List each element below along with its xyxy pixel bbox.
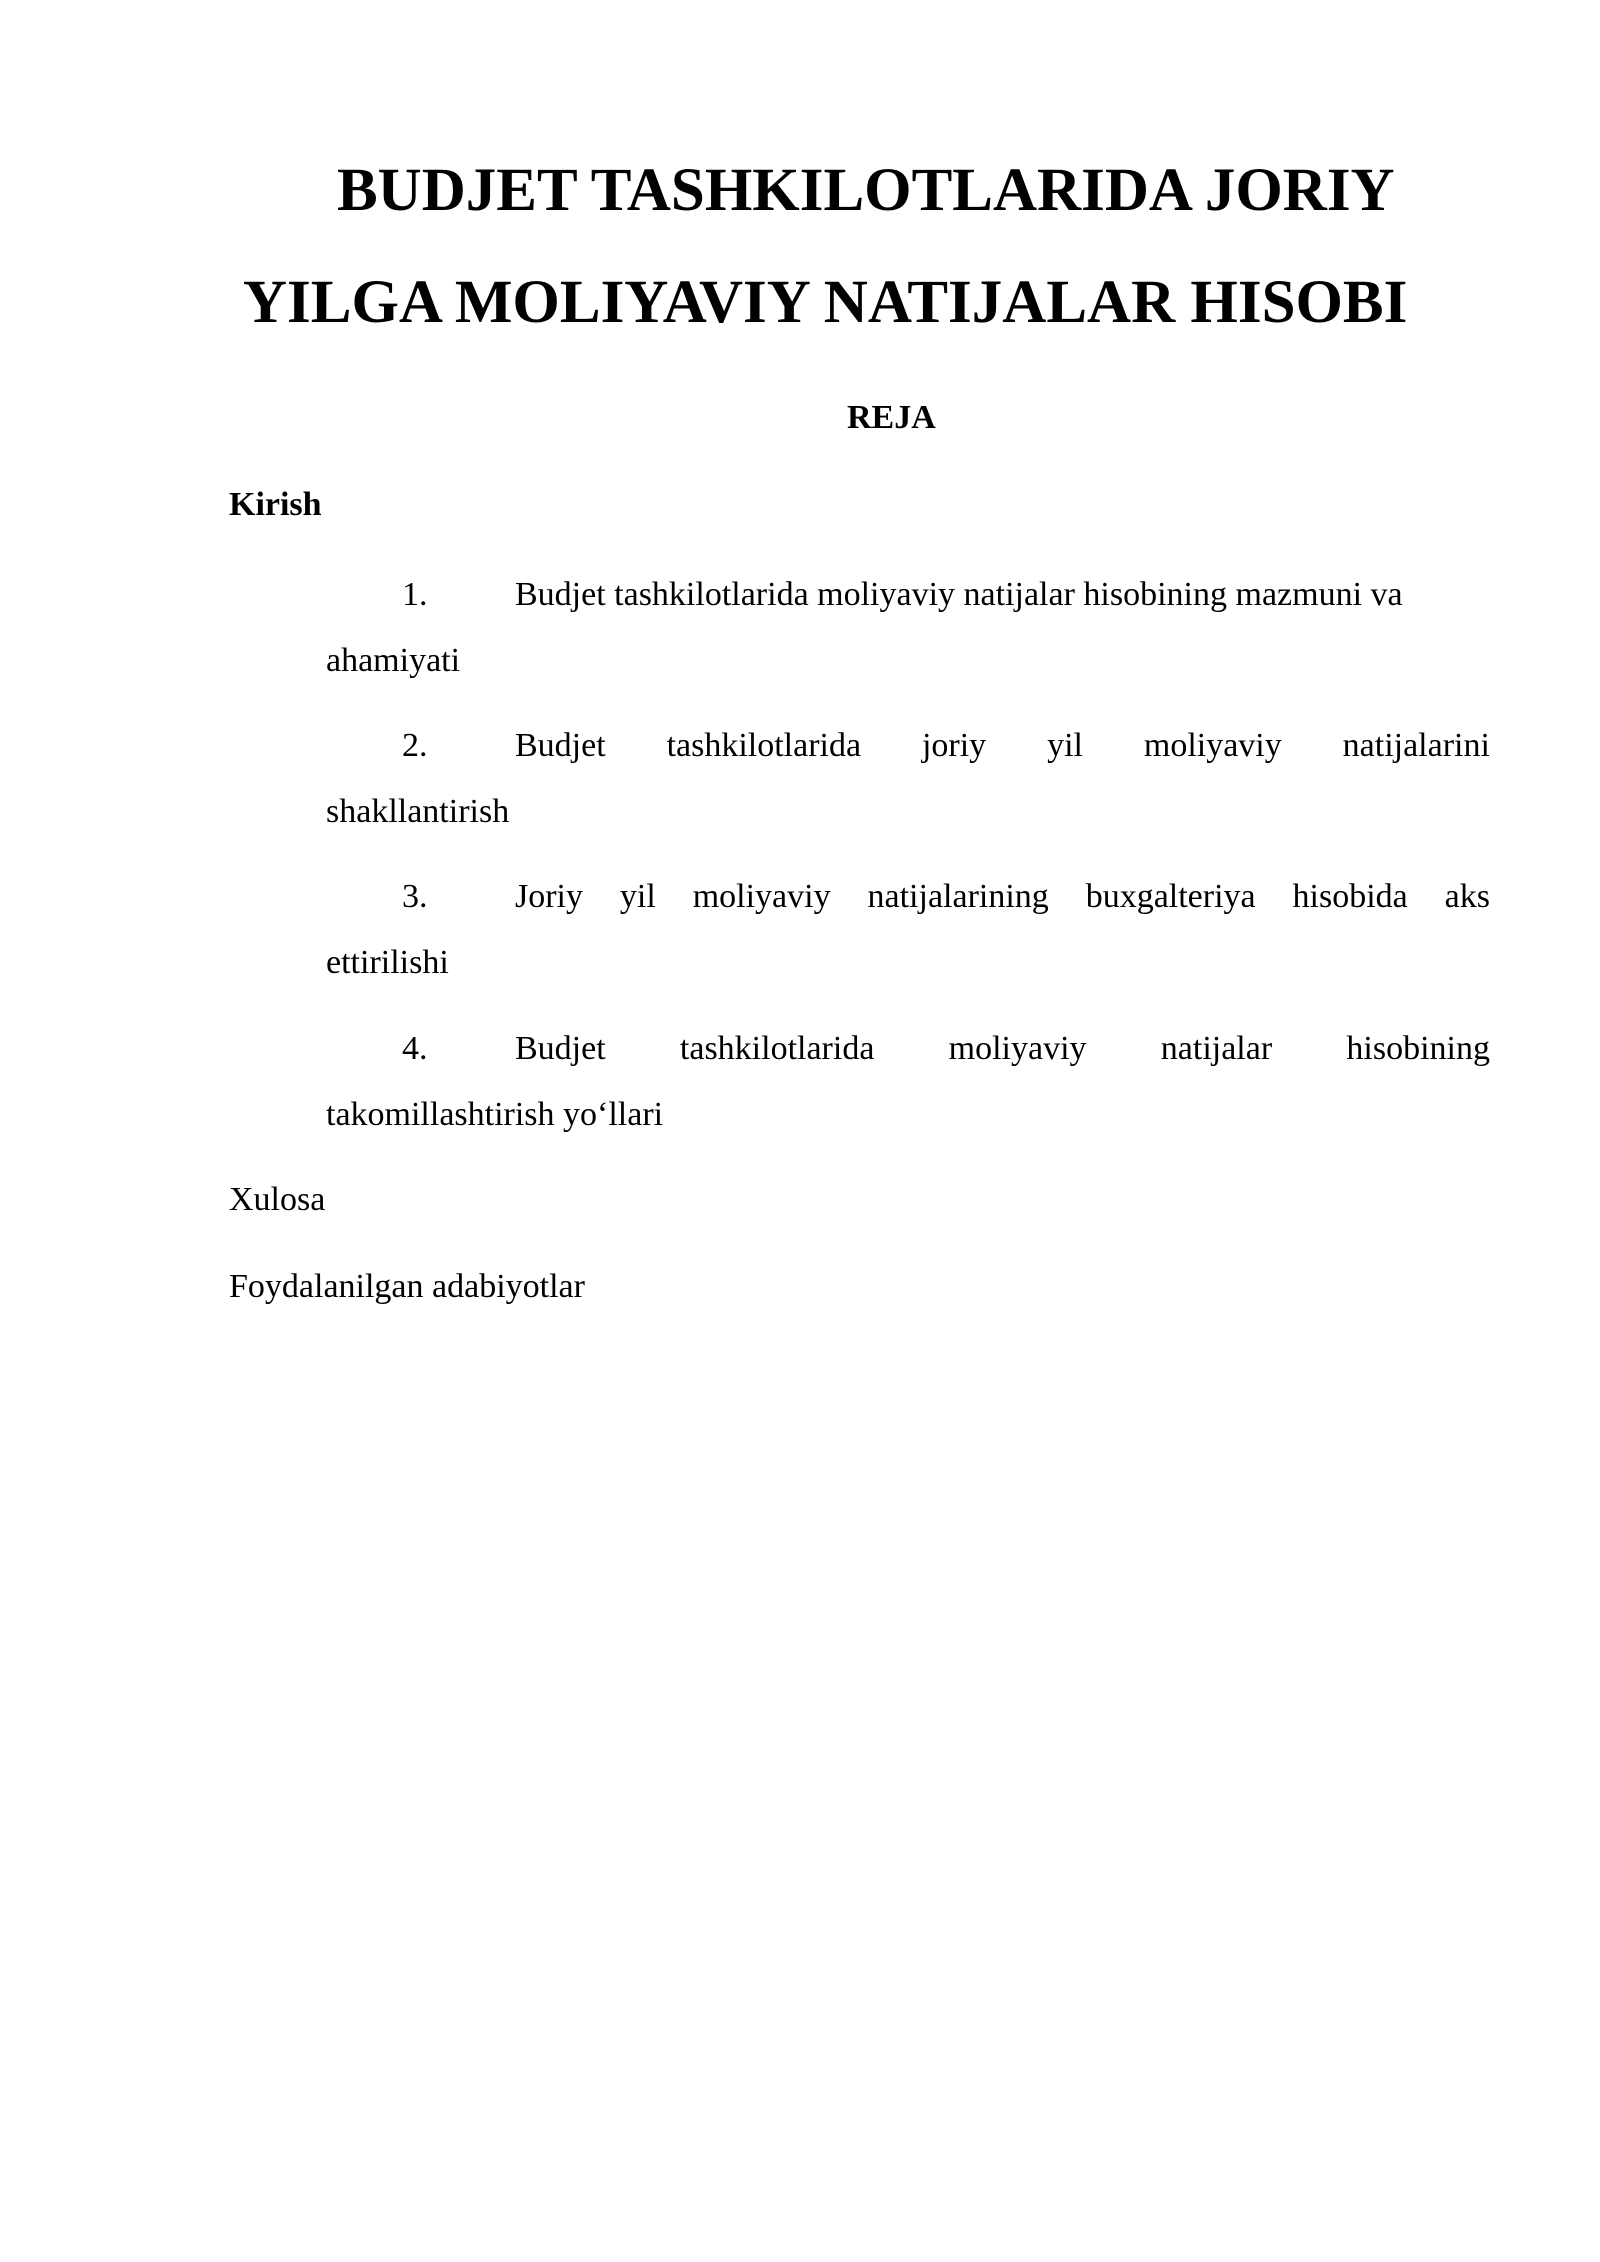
plan-item-text-line-2: ettirilishi [326, 944, 449, 981]
document-title-line-1: BUDJET TASHKILOTLARIDA JORIY [337, 157, 1395, 224]
plan-item-text-line-2: shakllantirish [326, 793, 510, 830]
word: joriy [921, 727, 987, 764]
word: Joriy [515, 878, 583, 915]
plan-item-text-line-1: Budjet tashkilotlarida moliyaviy natijalar hisobining mazmuni va [515, 576, 1403, 613]
word: moliyaviy [692, 878, 831, 915]
conclusion-label: Xulosa [229, 1181, 326, 1218]
plan-item-number: 2. [402, 727, 428, 764]
word: tashkilotlarida [666, 727, 862, 764]
plan-item-text-line-1 [515, 880, 1490, 914]
plan-item [0, 729, 1600, 859]
plan-item-text-line-1 [515, 729, 1490, 763]
word: natijalarini [1342, 727, 1490, 764]
word: hisobida [1292, 878, 1408, 915]
plan-item [0, 578, 1600, 708]
word: tashkilotlarida [679, 1030, 875, 1067]
references-label: Foydalanilgan adabiyotlar [229, 1268, 585, 1305]
word: aks [1444, 878, 1490, 915]
document-title-line-2: YILGA MOLIYAVIY NATIJALAR HISOBI [243, 269, 1408, 336]
word: yil [619, 878, 656, 915]
plan-item-number: 4. [402, 1030, 428, 1067]
word: Budjet [515, 1030, 606, 1067]
plan-item-text-line-2: takomillashtirish yo‘llari [326, 1096, 664, 1133]
word: natijalarining [867, 878, 1049, 915]
plan-item-number: 1. [402, 576, 428, 613]
word: moliyaviy [1143, 727, 1282, 764]
plan-item [0, 1032, 1600, 1162]
word: hisobining [1346, 1030, 1490, 1067]
word: moliyaviy [948, 1030, 1087, 1067]
word: Budjet [515, 727, 606, 764]
plan-item-text-line-2: ahamiyati [326, 642, 461, 679]
word: buxgalteriya [1085, 878, 1256, 915]
plan-item-number: 3. [402, 878, 428, 915]
plan-heading: REJA [847, 399, 936, 436]
intro-label: Kirish [229, 486, 322, 523]
word: yil [1047, 727, 1083, 764]
plan-item [0, 880, 1600, 1010]
plan-item-text-line-1 [515, 1032, 1490, 1066]
word: natijalar [1160, 1030, 1273, 1067]
